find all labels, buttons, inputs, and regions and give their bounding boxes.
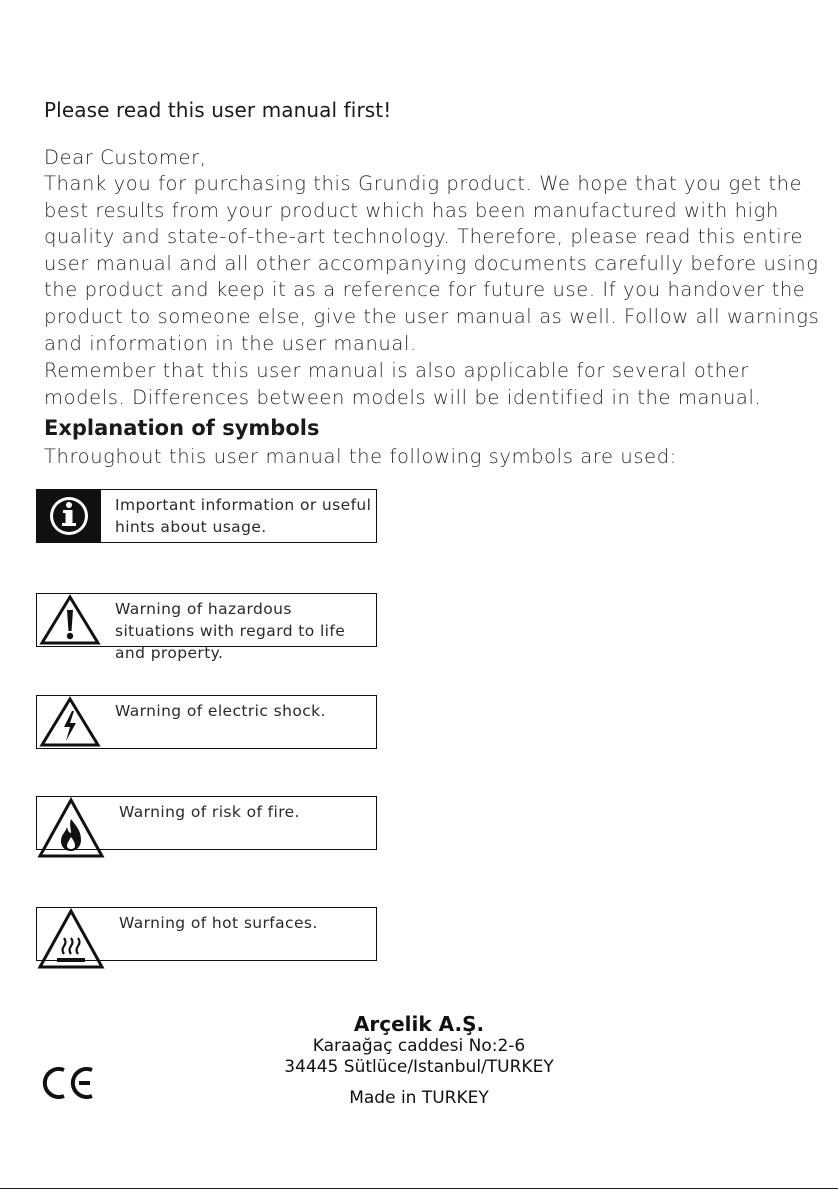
symbols-heading: Explanation of symbols	[44, 416, 320, 440]
info-icon	[37, 490, 101, 542]
hot-surface-icon	[37, 908, 103, 960]
electric-shock-icon	[37, 696, 103, 748]
made-in: Made in TURKEY	[349, 1088, 489, 1108]
intro-paragraph: Thank you for purchasing this Grundig product. We hope that you get the best results from your product which has been manufactured with high quality and state-of-the-art technology. Therefore, please read this entire user manual and all other accompanying documents carefully before using the product and keep it as a reference for future use. If you handover the product to someone else, give the user manual as well. Follow all warnings and information in the user manual.	[44, 172, 820, 355]
symbol-text: Warning of hazardous situations with regard to life and property.	[115, 600, 346, 662]
symbol-hot-surface-box	[36, 907, 377, 961]
remember-paragraph: Remember that this user manual is also applicable for several other models. Differences between models will be identified in the manual.	[44, 359, 762, 409]
company-address-line1: Karaağaç caddesi No:2-6	[312, 1036, 526, 1056]
company-address-line2: 34445 Sütlüce/Istanbul/TURKEY	[284, 1057, 554, 1077]
symbol-fire-box	[36, 796, 377, 850]
symbol-warning-box	[36, 593, 377, 662]
symbol-text: Important information or useful hints about usage.	[115, 496, 372, 536]
page-title: Please read this user manual first!	[44, 98, 392, 122]
company-name: Arçelik A.Ş.	[353, 1012, 485, 1036]
symbol-text: Warning of hot surfaces.	[119, 914, 318, 932]
warning-icon	[37, 594, 103, 646]
company-block	[0, 1012, 838, 1109]
bottom-divider	[0, 1188, 838, 1189]
greeting: Dear Customer,	[44, 146, 207, 169]
symbol-electric-box	[36, 695, 377, 749]
symbol-text: Warning of electric shock.	[115, 702, 326, 720]
symbols-intro: Throughout this user manual the following symbols are used:	[44, 445, 677, 468]
symbol-text: Warning of risk of fire.	[119, 803, 300, 821]
symbol-info-box	[36, 489, 377, 543]
fire-icon	[37, 797, 103, 849]
